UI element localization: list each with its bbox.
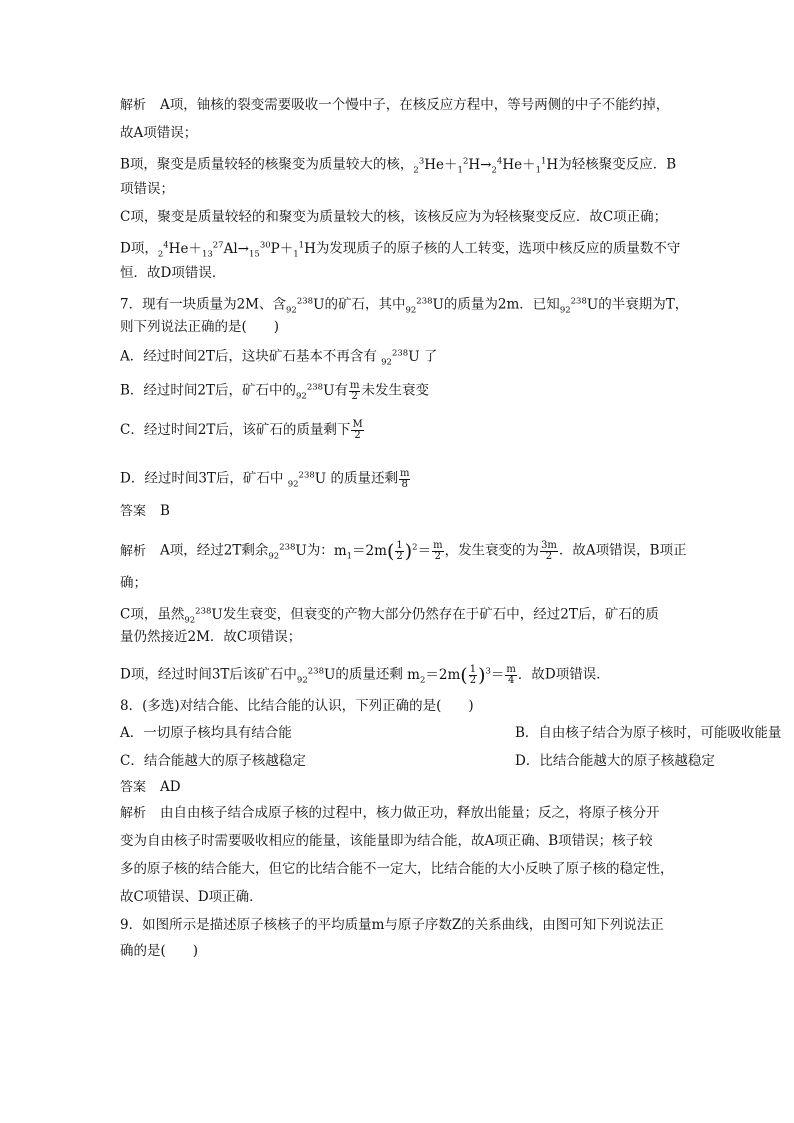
q7-analysis-line-5: D项，经过时间3T后该矿石中$_{92}^{238}$U的质量还剩 $m_2=2m$( $\frac{1}{2}$ )$^3$＝ $\frac{m}{4}$ ．故D项错误． — [120, 663, 610, 686]
answer-label: 答案 — [120, 504, 147, 519]
q8-options-row-1 — [120, 724, 782, 742]
q7-option-c: C．经过时间2T后，该矿石的质量剩下 $\frac{M}{2}$ — [120, 419, 363, 441]
q8-analysis-line-2: 变为自由核子时需要吸收相应的能量，该能量即为结合能，故A项正确、B项错误；核子较 — [120, 833, 653, 849]
q8-analysis-line-1: 解析 由自由核子结合成原子核的过程中，核力做正功，释放出能量；反之，将原子核分开 — [120, 805, 660, 821]
analysis-label: 解析 — [120, 543, 147, 559]
q6-analysis-line-7: 恒．故D项错误． — [120, 265, 226, 281]
q8-analysis-line-4: 故C项错误、D项正确． — [120, 889, 263, 905]
q8-stem: 8．(多选)对结合能、比结合能的认识，下列正确的是( ) — [120, 698, 474, 714]
q7-analysis-line-2: 确； — [120, 575, 147, 591]
q6-analysis-line-5: C项，聚变是质量较轻的和聚变为质量较大的核，该核反应为为轻核聚变反应．故C项正确； — [120, 209, 668, 225]
q7-analysis-line-3: C项，虽然$_{92}^{238}$U发生衰变，但衰变的产物大部分仍然存在于矿石中，经过2T后，矿石的质 — [120, 606, 659, 626]
q7-option-b: B．经过时间2T后，矿石中的$_{92}^{238}$U有 $\frac{m}{2}$ 未发生衰变 — [120, 379, 429, 402]
fraction-3m-over-2: $\frac{3m}{2}$ — [541, 539, 557, 562]
q6-analysis-line-2: 故A项错误； — [120, 125, 198, 141]
answer-label: 答案 — [120, 780, 147, 795]
q8-option-a: A．一切原子核均具有结合能 — [120, 725, 292, 741]
q7-analysis-line-4: 量仍然接近2M．故C项错误； — [120, 629, 302, 645]
q8-option-c: C．结合能越大的原子核越稳定 — [120, 753, 306, 769]
q8-option-b: B．自由核子结合为原子核时，可能吸收能量 — [515, 725, 782, 741]
q7-stem-line-1: 7．现有一块质量为2M、含$_{92}^{238}$U的矿石，其中$_{92}^{238}$U的质量为2m．已知$_{92}^{238}$U的半衰期为T， — [120, 296, 689, 316]
q9-stem-line-2: 确的是( ) — [120, 943, 199, 959]
fraction-M-over-2: $\frac{M}{2}$ — [352, 419, 363, 441]
q7-answer: 答案 B — [120, 503, 170, 519]
q6-analysis-line-3: B项，聚变是质量较轻的核聚变为质量较大的核，$_2^3He+_1^2H\to_2^4He+_1^1H$为轻核聚变反应．B — [120, 156, 677, 176]
formula-m1: $m_1=2m$( $\frac{1}{2}$ )$^2$＝ $\frac{m}{2}$ ， — [333, 539, 459, 562]
q8-option-d: D．比结合能越大的原子核越稳定 — [515, 753, 715, 769]
fraction-m-over-2: $\frac{m}{2}$ — [349, 379, 360, 402]
q9-stem-line-1: 9．如图所示是描述原子核核子的平均质量m与原子序数Z的关系曲线，由图可知下列说法正 — [120, 917, 664, 933]
q7-analysis-line-1: 解析 A项，经过2T剩余$_{92}^{238}$U为：$m_1=2m$( $\frac{1}{2}$ )$^2$＝ $\frac{m}{2}$ ，发生衰变的为 $\frac{3m}{2}$ ．故A项错误，B项正 — [120, 539, 687, 562]
fusion-equation: $_2^3He+_1^2H\to_2^4He+_1^1H$ — [413, 156, 559, 176]
q8-analysis-line-3: 多的原子核的结合能大，但它的比结合能不一定大，比结合能的大小反映了原子核的稳定性， — [120, 861, 674, 877]
fraction-m-over-8: $\frac{m}{8}$ — [399, 467, 410, 490]
q7-option-d: D．经过时间3T后，矿石中 $_{92}^{238}$U 的质量还剩 $\frac{m}{8}$ — [120, 467, 410, 490]
analysis-label: 解析 — [120, 98, 147, 113]
q7-stem-line-2: 则下列说法正确的是( ) — [120, 319, 280, 335]
q6-analysis-line-4: 项错误； — [120, 181, 174, 197]
q6-analysis-line-6: D项，$_2^4He+_{13}^{27}Al\to_{15}^{30}P+_1^1H$为发现质子的原子核的人工转变，选项中核反应的质量数不守 — [120, 240, 681, 260]
q8-options-row-2 — [120, 752, 715, 770]
analysis-label: 解析 — [120, 806, 147, 821]
transmutation-equation: $_2^4He+_{13}^{27}Al\to_{15}^{30}P+_1^1H$ — [157, 240, 316, 260]
q6-analysis-line-1: 解析 A项，铀核的裂变需要吸收一个慢中子，在核反应方程中，等号两侧的中子不能约掉， — [120, 97, 670, 113]
q8-answer: 答案 AD — [120, 779, 181, 795]
formula-m2: $m_2=2m$( $\frac{1}{2}$ )$^3$＝ $\frac{m}{4}$ ． — [402, 663, 532, 686]
q7-option-a: A．经过时间2T后，这块矿石基本不再含有 $_{92}^{238}$U 了 — [120, 348, 438, 368]
